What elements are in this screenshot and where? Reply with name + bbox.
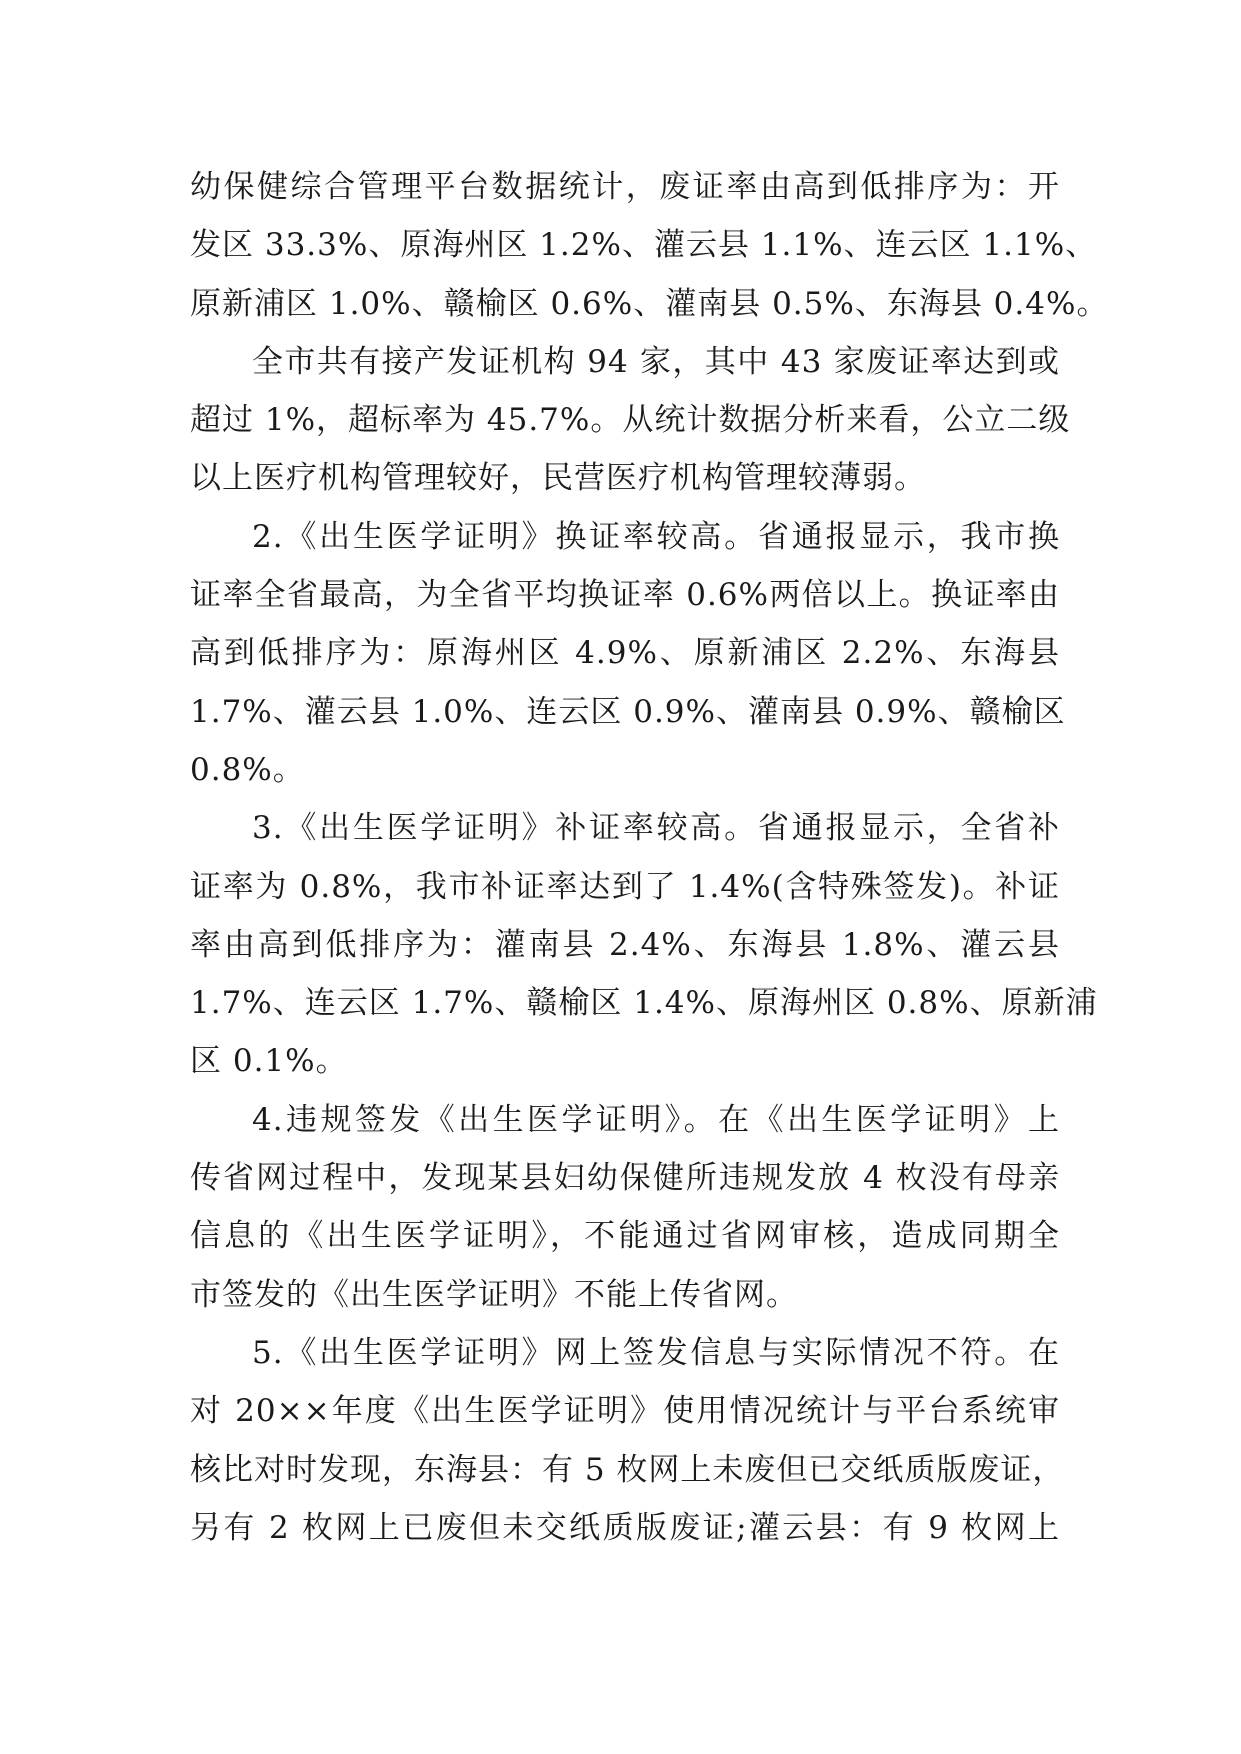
text-line: 核比对时发现，东海县：有 5 枚网上未废但已交纸质版废证，: [190, 1451, 1065, 1488]
text-line: 4.违规签发《出生医学证明》。在《出生医学证明》上: [252, 1101, 1060, 1138]
text-line: 3.《出生医学证明》补证率较高。省通报显示，全省补: [252, 810, 1060, 847]
text-line: 超过 1%，超标率为 45.7%。从统计数据分析来看，公立二级: [190, 402, 1071, 439]
text-line: 原新浦区 1.0%、赣榆区 0.6%、灌南县 0.5%、东海县 0.4%。: [190, 285, 1109, 322]
text-line: 传省网过程中，发现某县妇幼保健所违规发放 4 枚没有母亲: [190, 1160, 1060, 1197]
paragraph-institution-count: [190, 333, 1071, 508]
text-line: 高到低排序为：原海州区 4.9%、原新浦区 2.2%、东海县: [190, 635, 1060, 672]
text-line: 发区 33.3%、原海州区 1.2%、灌云县 1.1%、连云区 1.1%、: [190, 227, 1098, 264]
paragraph-illegal-issuance: [190, 1091, 1060, 1324]
text-line: 率由高到低排序为：灌南县 2.4%、东海县 1.8%、灌云县: [190, 926, 1060, 963]
text-line: 区 0.1%。: [190, 1043, 348, 1080]
text-line: 0.8%。: [190, 751, 305, 788]
text-line: 全市共有接产发证机构 94 家，其中 43 家废证率达到或: [252, 343, 1060, 380]
text-line: 2.《出生医学证明》换证率较高。省通报显示，我市换: [252, 518, 1060, 555]
text-line: 另有 2 枚网上已废但未交纸质版废证;灌云县：有 9 枚网上: [190, 1509, 1060, 1546]
text-line: 以上医疗机构管理较好，民营医疗机构管理较薄弱。: [190, 460, 926, 497]
document-body: [190, 158, 1109, 1557]
text-line: 1.7%、连云区 1.7%、赣榆区 1.4%、原海州区 0.8%、原新浦: [190, 985, 1098, 1022]
paragraph-replacement-rate: [190, 508, 1066, 799]
text-line: 幼保健综合管理平台数据统计，废证率由高到低排序为：开: [190, 169, 1060, 205]
text-line: 市签发的《出生医学证明》不能上传省网。: [190, 1276, 798, 1313]
paragraph-abolish-rate-ranking: [190, 158, 1109, 333]
paragraph-info-mismatch: [190, 1324, 1065, 1557]
text-line: 5.《出生医学证明》网上签发信息与实际情况不符。在: [252, 1334, 1060, 1371]
text-line: 信息的《出生医学证明》，不能通过省网审核，造成同期全: [190, 1218, 1060, 1255]
text-line: 1.7%、灌云县 1.0%、连云区 0.9%、灌南县 0.9%、赣榆区: [190, 693, 1066, 730]
text-line: 证率为 0.8%，我市补证率达到了 1.4%(含特殊签发)。补证: [190, 868, 1060, 905]
text-line: 证率全省最高，为全省平均换证率 0.6%两倍以上。换证率由: [190, 577, 1060, 614]
paragraph-reissue-rate: [190, 799, 1098, 1090]
text-line: 对 20××年度《出生医学证明》使用情况统计与平台系统审: [190, 1393, 1060, 1430]
